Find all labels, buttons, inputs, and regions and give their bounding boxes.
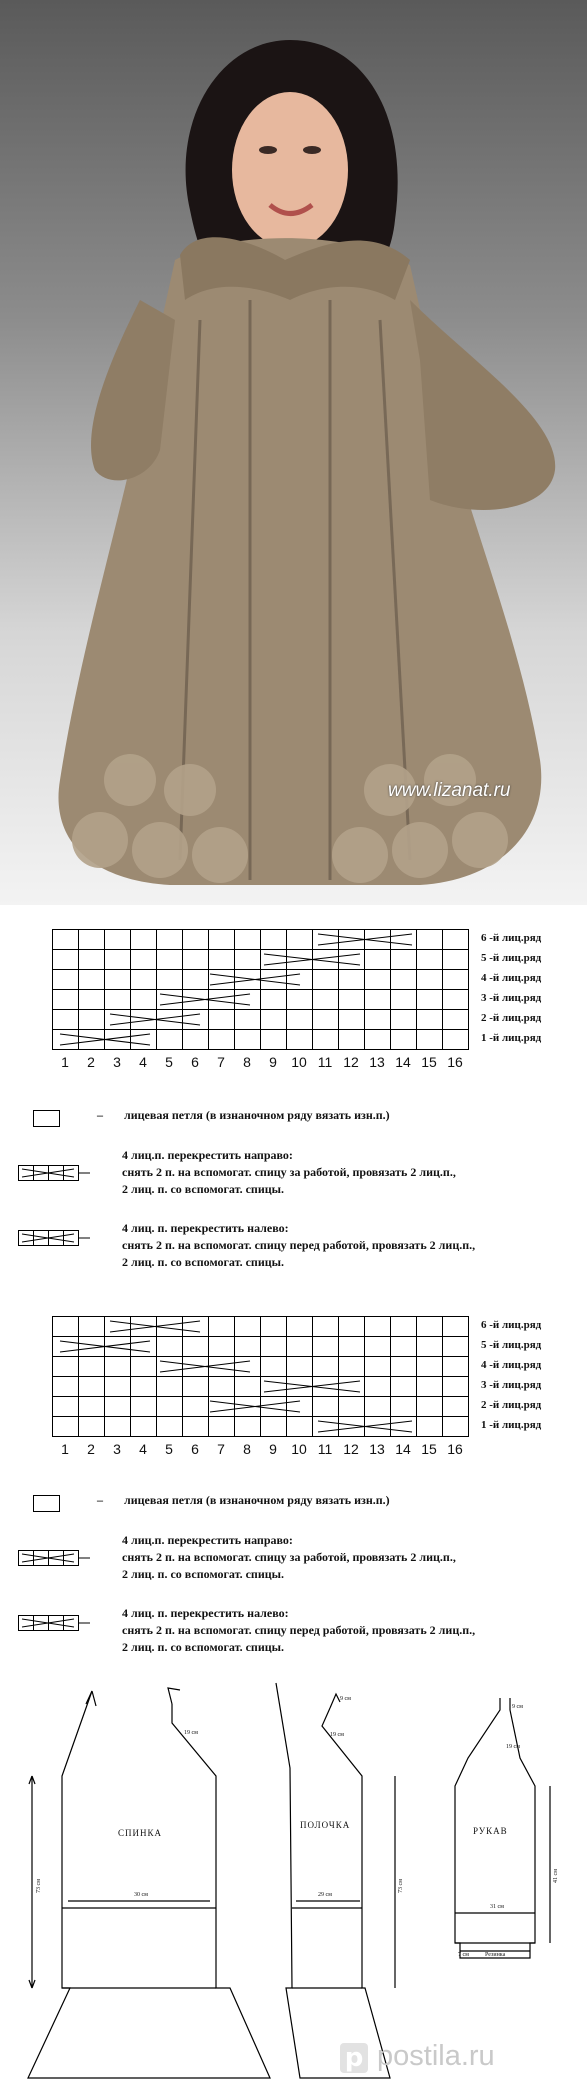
col-number: 3 <box>113 1054 121 1070</box>
knit-description: лицевая петля (в изнаночном ряду вязать изн.п.) <box>124 1493 390 1507</box>
photo-illustration <box>0 0 587 905</box>
col-number: 5 <box>165 1441 173 1457</box>
col-number: 14 <box>395 1441 411 1457</box>
cross-right-symbol <box>18 1165 118 1205</box>
cross-left-line2: 2 лиц. п. со вспомогат. спицы. <box>122 1640 285 1654</box>
cross-left-symbol <box>18 1230 118 1270</box>
row-label-2: 2 -й лиц.ряд <box>481 1012 542 1024</box>
col-number: 8 <box>243 1441 251 1457</box>
cable-chart-1 <box>0 925 587 1075</box>
col-number: 11 <box>317 1054 333 1070</box>
cross-left-line1: снять 2 п. на вспомогат. спицу перед работой, провязать 2 лиц.п., <box>122 1238 476 1252</box>
cross-left-symbol <box>18 1615 118 1655</box>
cross-right-symbol <box>18 1550 118 1590</box>
back-width-dim: 30 см <box>134 1892 148 1898</box>
row-label-6: 6 -й лиц.ряд <box>481 1319 542 1331</box>
cable-chart-2 <box>0 1312 587 1462</box>
knit-dash: – <box>97 1493 103 1507</box>
col-number: 3 <box>113 1441 121 1457</box>
sleeve-top-dim: 9 см <box>512 1704 523 1710</box>
front-height-dim: 73 см <box>398 1879 404 1893</box>
postila-brand: postila.ru <box>377 2040 495 2072</box>
col-number: 2 <box>87 1054 95 1070</box>
knit-stitch-symbol <box>33 1495 60 1512</box>
row-label-1: 1 -й лиц.ряд <box>481 1419 542 1431</box>
col-number: 12 <box>343 1054 359 1070</box>
knit-description: лицевая петля (в изнаночном ряду вязать изн.п.) <box>124 1108 390 1122</box>
knit-stitch-symbol <box>33 1110 60 1127</box>
col-number: 14 <box>395 1054 411 1070</box>
row-label-5: 5 -й лиц.ряд <box>481 952 542 964</box>
col-number: 8 <box>243 1054 251 1070</box>
watermark-url: www.lizanat.ru <box>388 780 511 801</box>
col-number: 11 <box>317 1441 333 1457</box>
cross-right-title: 4 лиц.п. перекрестить направо: <box>122 1148 293 1162</box>
col-number: 1 <box>61 1054 69 1070</box>
sleeve-height-dim: 41 см <box>553 1869 559 1883</box>
col-number: 7 <box>217 1054 225 1070</box>
cross-right-line1: снять 2 п. на вспомогат. спицу за работой, провязать 2 лиц.п., <box>122 1165 456 1179</box>
row-label-2: 2 -й лиц.ряд <box>481 1399 542 1411</box>
col-number: 4 <box>139 1054 147 1070</box>
front-shoulder-dim: 19 см <box>330 1732 344 1738</box>
col-number: 7 <box>217 1441 225 1457</box>
row-label-3: 3 -й лиц.ряд <box>481 992 542 1004</box>
col-number: 10 <box>291 1441 307 1457</box>
col-number: 13 <box>369 1441 385 1457</box>
row-label-6: 6 -й лиц.ряд <box>481 932 542 944</box>
front-label: ПОЛОЧКА <box>300 1820 351 1830</box>
front-piece-outline <box>276 1683 390 2078</box>
row-label-5: 5 -й лиц.ряд <box>481 1339 542 1351</box>
sleeve-label: РУКАВ <box>473 1826 508 1836</box>
garment-schematics <box>0 1668 587 2086</box>
legend-1 <box>0 1105 587 1285</box>
cross-right-line2: 2 лиц. п. со вспомогат. спицы. <box>122 1182 285 1196</box>
back-height-dim: 73 см <box>36 1879 42 1893</box>
row-label-4: 4 -й лиц.ряд <box>481 972 542 984</box>
cross-right-line1: снять 2 п. на вспомогат. спицу за работой, провязать 2 лиц.п., <box>122 1550 456 1564</box>
col-number: 15 <box>421 1441 437 1457</box>
row-label-4: 4 -й лиц.ряд <box>481 1359 542 1371</box>
col-number: 9 <box>269 1054 277 1070</box>
sleeve-width-dim: 31 см <box>490 1904 504 1910</box>
cross-left-title: 4 лиц. п. перекрестить налево: <box>122 1221 289 1235</box>
col-number: 4 <box>139 1441 147 1457</box>
sleeve-cuff-dim: 7 см <box>458 1952 469 1958</box>
col-number: 10 <box>291 1054 307 1070</box>
col-number: 15 <box>421 1054 437 1070</box>
legend-2 <box>0 1490 587 1670</box>
col-number: 1 <box>61 1441 69 1457</box>
cross-left-line1: снять 2 п. на вспомогат. спицу перед работой, провязать 2 лиц.п., <box>122 1623 476 1637</box>
col-number: 9 <box>269 1441 277 1457</box>
col-number: 13 <box>369 1054 385 1070</box>
sleeve-cap-dim: 19 см <box>506 1744 520 1750</box>
cross-left-title: 4 лиц. п. перекрестить налево: <box>122 1606 289 1620</box>
row-label-3: 3 -й лиц.ряд <box>481 1379 542 1391</box>
col-number: 6 <box>191 1441 199 1457</box>
model-photo <box>0 0 587 905</box>
sleeve-cuff-label: Резинка <box>485 1952 506 1958</box>
cross-right-line2: 2 лиц. п. со вспомогат. спицы. <box>122 1567 285 1581</box>
cross-left-line2: 2 лиц. п. со вспомогат. спицы. <box>122 1255 285 1269</box>
col-number: 5 <box>165 1054 173 1070</box>
postila-logo-icon: p <box>340 2043 368 2073</box>
col-number: 16 <box>447 1054 463 1070</box>
col-number: 2 <box>87 1441 95 1457</box>
back-piece-outline <box>28 1691 270 2078</box>
col-number: 16 <box>447 1441 463 1457</box>
front-width-dim: 29 см <box>318 1892 332 1898</box>
col-number: 6 <box>191 1054 199 1070</box>
front-neck-dim: 9 см <box>340 1696 351 1702</box>
col-number: 12 <box>343 1441 359 1457</box>
back-label: СПИНКА <box>118 1828 163 1838</box>
cross-right-title: 4 лиц.п. перекрестить направо: <box>122 1533 293 1547</box>
back-shoulder-dim: 19 см <box>184 1730 198 1736</box>
row-label-1: 1 -й лиц.ряд <box>481 1032 542 1044</box>
knit-dash: – <box>97 1108 103 1122</box>
schematic-drawings <box>0 1668 587 2086</box>
